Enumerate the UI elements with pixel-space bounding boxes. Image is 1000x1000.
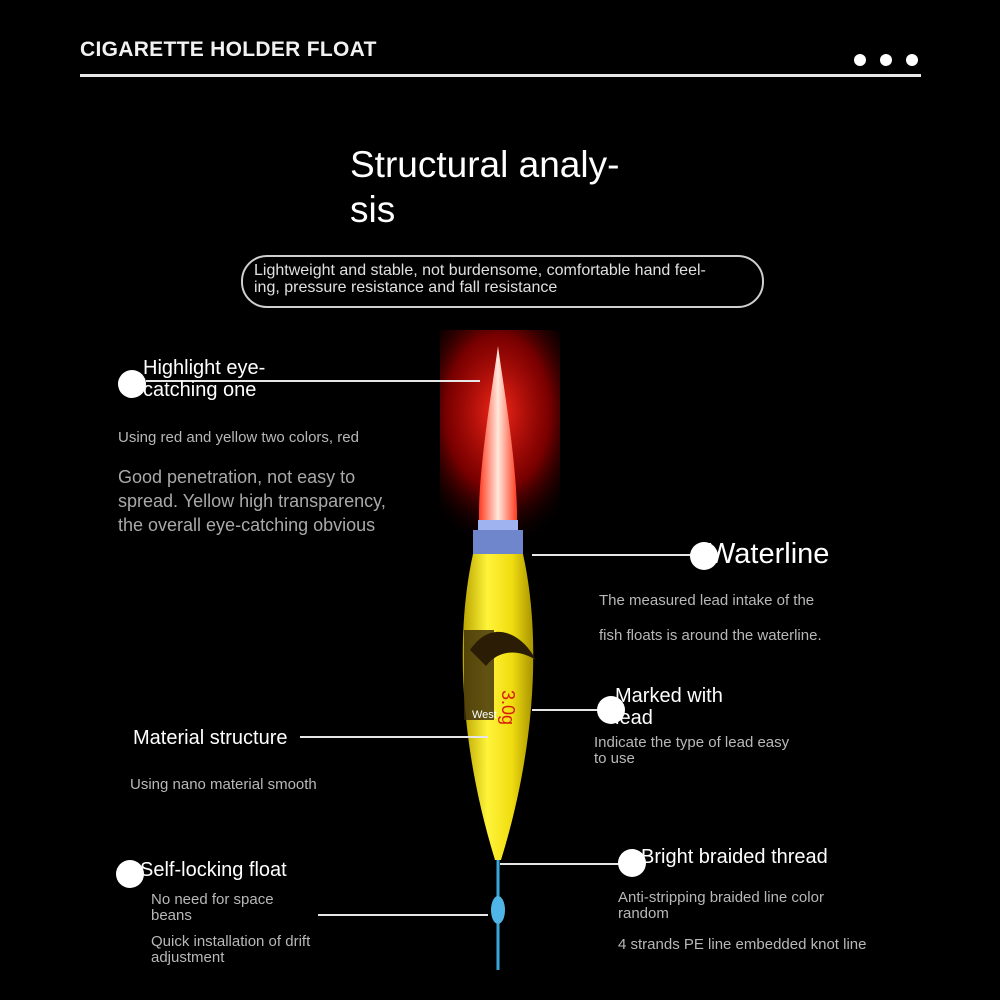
selflock-desc-1: No need for space beans	[151, 891, 274, 924]
float-band	[473, 530, 523, 554]
highlight-marker	[118, 370, 146, 398]
float-band-top	[478, 520, 518, 530]
waterline-leader-line	[532, 554, 704, 556]
lead-title: Marked with lead	[615, 685, 723, 729]
brand-label: West	[472, 709, 497, 721]
highlight-title: Highlight eye- catching one	[143, 357, 266, 401]
lead-desc: Indicate the type of lead easy to use	[594, 734, 790, 767]
fishing-float-illustration	[440, 330, 560, 980]
braided-desc-1: Anti-stripping braided line color random	[618, 889, 824, 922]
self-locking-knot	[491, 896, 505, 924]
lead-weight-label: 3.0g	[498, 690, 518, 726]
waterline-title: Waterline	[708, 538, 830, 570]
braided-title: Bright braided thread	[641, 846, 828, 868]
waterline-desc-1: The measured lead intake of the	[599, 592, 815, 609]
material-title: Material structure	[133, 727, 288, 749]
selflock-title: Self-locking float	[140, 859, 287, 881]
braided-leader-line	[500, 863, 630, 865]
page-title: Structural analy- sis	[350, 144, 620, 230]
tagline-pill: Lightweight and stable, not burdensome, comfortable hand feel- ing, pressure resistance and fall resistance	[241, 255, 764, 308]
header-divider	[80, 74, 921, 77]
highlight-desc-2: Good penetration, not easy to spread. Yellow high transparency, the overall eye-catching obvious	[118, 467, 386, 535]
selflock-leader-line	[318, 914, 488, 916]
more-menu-icon[interactable]	[854, 54, 918, 66]
selflock-desc-2: Quick installation of drift adjustment	[151, 933, 311, 966]
highlight-desc-1: Using red and yellow two colors, red	[118, 429, 359, 446]
braided-desc-2: 4 strands PE line embedded knot line	[618, 936, 867, 953]
header-title: CIGARETTE HOLDER FLOAT	[80, 38, 377, 61]
material-leader-line	[300, 736, 488, 738]
waterline-desc-2: fish floats is around the waterline.	[599, 627, 822, 644]
material-desc: Using nano material smooth	[130, 776, 317, 793]
